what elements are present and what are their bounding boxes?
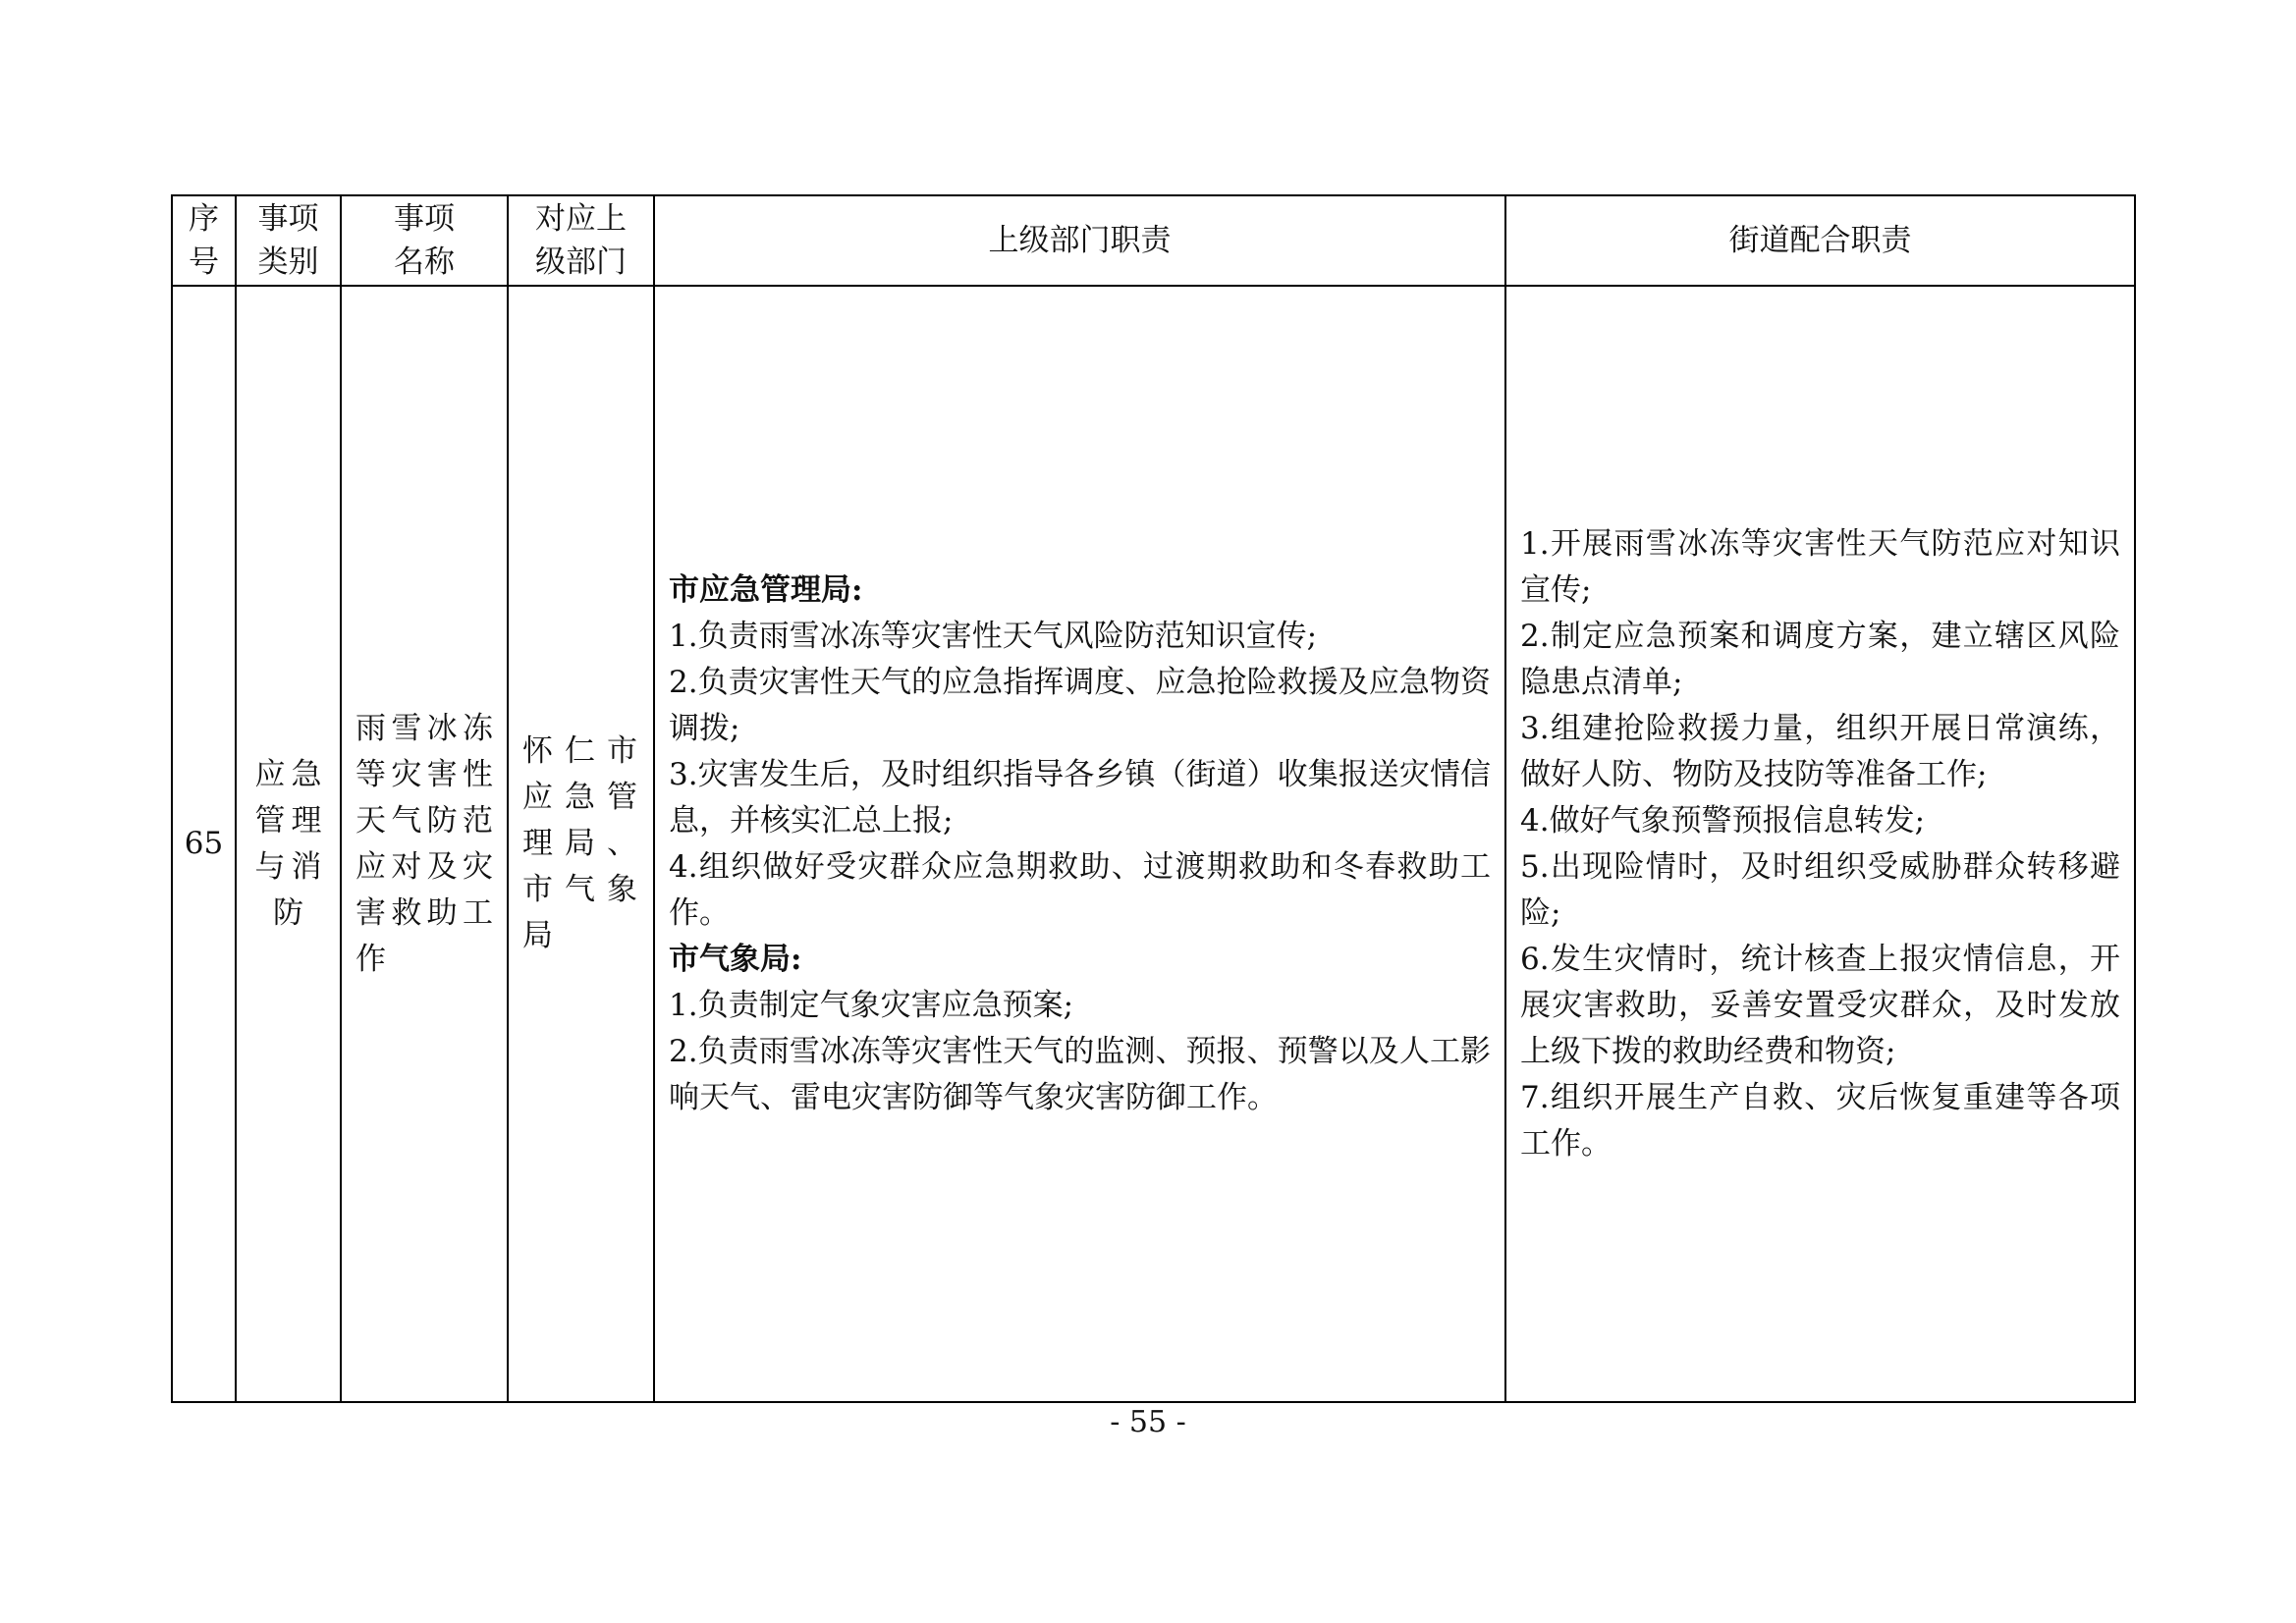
header-upper-dept: 对应上级部门	[508, 195, 654, 286]
street-duty-item: 2.制定应急预案和调度方案，建立辖区风险隐患点清单;	[1520, 618, 2120, 700]
header-seq: 序号	[172, 195, 236, 286]
row-category: 应急管理与消防	[236, 286, 341, 1402]
dept-heading-emergency: 市应急管理局:	[669, 571, 863, 608]
street-duty-item: 7.组织开展生产自救、灾后恢复重建等各项工作。	[1520, 1079, 2120, 1162]
header-category: 事项类别	[236, 195, 341, 286]
page-number: - 55 -	[1110, 1405, 1186, 1439]
row-street-duties	[1505, 286, 2135, 1402]
duty-item: 2.负责灾害性天气的应急指挥调度、应急抢险救援及应急物资调拨;	[669, 664, 1491, 746]
street-duty-item: 4.做好气象预警预报信息转发;	[1520, 802, 1926, 839]
header-name: 事项名称	[341, 195, 508, 286]
street-duty-item: 1.开展雨雪冰冻等灾害性天气防范应对知识宣传;	[1520, 525, 2120, 608]
dept-heading-meteorology: 市气象局:	[669, 941, 802, 977]
row-name: 雨雪冰冻等灾害性天气防范应对及灾害救助工作	[341, 286, 508, 1402]
row-seq: 65	[172, 286, 236, 1402]
header-upper-duties: 上级部门职责	[654, 195, 1505, 286]
row-upper-dept: 怀仁市应急管理局、市气象局	[508, 286, 654, 1402]
street-duty-item: 5.出现险情时，及时组织受威胁群众转移避险;	[1520, 848, 2120, 931]
street-duty-item: 6.发生灾情时，统计核查上报灾情信息，开展灾害救助，妥善安置受灾群众，及时发放上级下拨的救助经费和物资;	[1520, 941, 2120, 1069]
duty-table	[171, 194, 2136, 1403]
duty-item: 1.负责雨雪冰冻等灾害性天气风险防范知识宣传;	[669, 618, 1318, 654]
duty-item: 2.负责雨雪冰冻等灾害性天气的监测、预报、预警以及人工影响天气、雷电灾害防御等气象灾害防御工作。	[669, 1033, 1491, 1115]
street-duty-item: 3.组建抢险救援力量，组织开展日常演练，做好人防、物防及技防等准备工作;	[1520, 710, 2120, 792]
duty-item: 4.组织做好受灾群众应急期救助、过渡期救助和冬春救助工作。	[669, 848, 1491, 931]
header-street-duties: 街道配合职责	[1505, 195, 2135, 286]
table-row	[172, 286, 2135, 1402]
header-row	[172, 195, 2135, 286]
row-upper-duties	[654, 286, 1505, 1402]
duty-item: 3.灾害发生后，及时组织指导各乡镇（街道）收集报送灾情信息，并核实汇总上报;	[669, 756, 1491, 839]
duty-item: 1.负责制定气象灾害应急预案;	[669, 987, 1074, 1023]
